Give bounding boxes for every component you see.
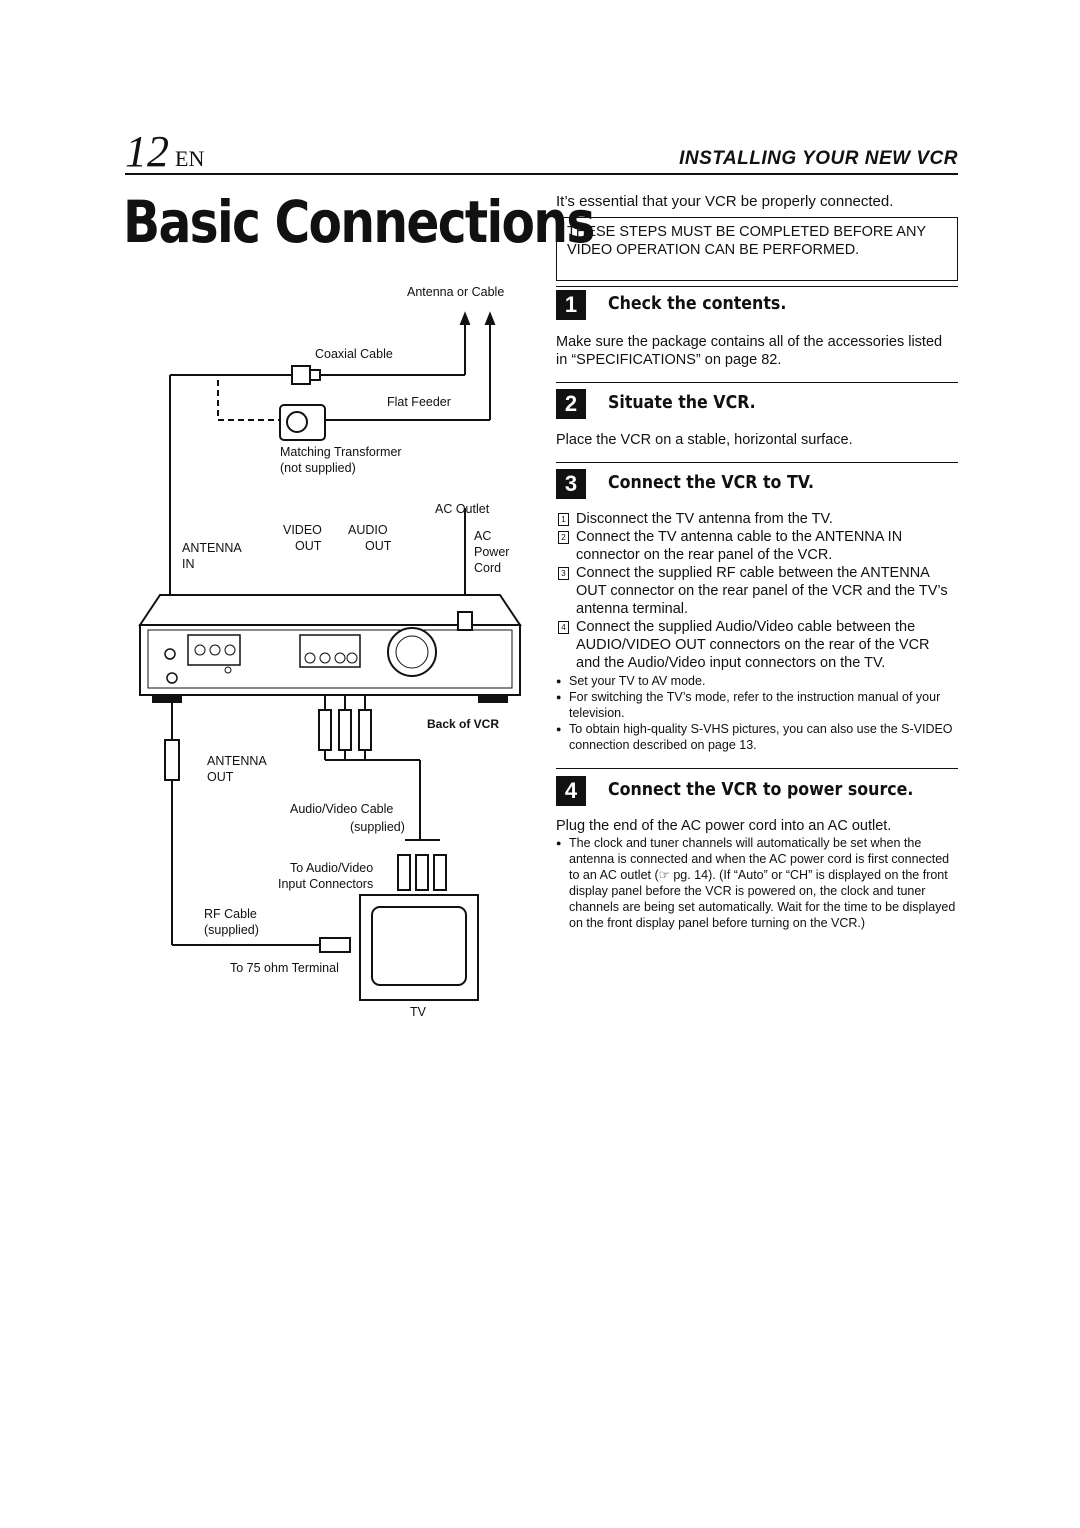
step-3-list [556, 510, 956, 753]
step-marker: 2 [558, 531, 569, 544]
list-item: 3 Connect the supplied RF cable between the ANTENNA OUT connector on the rear panel of the VCR and the TV’s antenna terminal. [556, 564, 956, 618]
label-antenna-in-2: IN [182, 557, 195, 571]
page-title: Basic Connections [123, 188, 594, 256]
label-tv: TV [410, 1005, 426, 1019]
label-audio: AUDIO [348, 523, 388, 537]
label-out-video: OUT [295, 539, 322, 553]
list-item: 4 Connect the supplied Audio/Video cable between the AUDIO/VIDEO OUT connectors on the rear of the VCR and the Audio/Video input connectors on the TV. [556, 618, 956, 672]
label-antenna-in: ANTENNA [182, 541, 242, 555]
step-marker: 1 [558, 513, 569, 526]
header-rule [125, 173, 958, 175]
label-antenna-out: ANTENNA [207, 754, 267, 768]
label-back-of-vcr: Back of VCR [427, 717, 500, 731]
note-bullet: ● Set your TV to AV mode. [556, 673, 956, 689]
step-rule [556, 768, 958, 769]
label-av-cable: Audio/Video Cable [290, 802, 394, 816]
label-ac: AC [474, 529, 492, 543]
connection-diagram [120, 280, 540, 1025]
step-marker: 3 [558, 567, 569, 580]
step-4-content [556, 817, 956, 931]
step-number: 4 [556, 776, 586, 806]
page-suffix: EN [175, 146, 205, 171]
step-rule [556, 286, 958, 287]
step-2-text: Place the VCR on a stable, horizontal surface. [556, 432, 853, 448]
note-bullet: ● The clock and tuner channels will automatically be set when the antenna is connected and when the AC power cord is first connected to an AC outlet (☞ pg. 14). (If “Auto” or “CH” is displayed on the front display panel before the VCR is powered on, the clock and tuner channels are being set automatically. Wait for the time to be displayed on the front display panel before turning on the VCR.) [556, 835, 956, 931]
intro-text: It’s essential that your VCR be properly connected. [556, 193, 894, 210]
label-video: VIDEO [283, 523, 322, 537]
step-number: 2 [556, 389, 586, 419]
step-rule [556, 462, 958, 463]
step-title: Situate the VCR. [608, 392, 756, 413]
diagram-lines [120, 280, 540, 1025]
step-marker: 4 [558, 621, 569, 634]
section-title: INSTALLING YOUR NEW VCR [679, 148, 958, 169]
label-flat-feeder: Flat Feeder [387, 395, 451, 409]
label-input-connectors: Input Connectors [278, 877, 374, 891]
note-bullet: ● For switching the TV’s mode, refer to the instruction manual of your television. [556, 689, 956, 721]
step-number: 3 [556, 469, 586, 499]
label-to-75-ohm: To 75 ohm Terminal [230, 961, 339, 975]
label-coaxial-cable: Coaxial Cable [315, 347, 393, 361]
label-supplied-av: (supplied) [350, 820, 405, 834]
label-antenna-or-cable: Antenna or Cable [407, 285, 505, 299]
step-title: Connect the VCR to power source. [608, 779, 914, 800]
step-4-text: Plug the end of the AC power cord into an AC outlet. [556, 818, 892, 834]
warning-box: THESE STEPS MUST BE COMPLETED BEFORE ANY VIDEO OPERATION CAN BE PERFORMED. [556, 217, 958, 281]
label-not-supplied: (not supplied) [280, 461, 356, 475]
step-title: Connect the VCR to TV. [608, 472, 815, 493]
label-out-audio: OUT [365, 539, 392, 553]
label-cord: Cord [474, 561, 502, 575]
list-item: 2 Connect the TV antenna cable to the ANTENNA IN connector on the rear panel of the VCR. [556, 528, 956, 564]
list-item: 1 Disconnect the TV antenna from the TV. [556, 510, 956, 528]
label-to-av: To Audio/Video [290, 861, 374, 875]
step-number: 1 [556, 290, 586, 320]
label-ac-outlet: AC Outlet [435, 502, 490, 516]
step-rule [556, 382, 958, 383]
step-title: Check the contents. [608, 293, 787, 314]
label-matching-transformer: Matching Transformer [280, 445, 402, 459]
label-antenna-out-2: OUT [207, 770, 234, 784]
label-power: Power [474, 545, 510, 559]
step-1-text: Make sure the package contains all of the accessories listed in “SPECIFICATIONS” on page 82. [556, 334, 943, 368]
page-number: 12 EN [125, 127, 205, 176]
label-supplied-rf: (supplied) [204, 923, 259, 937]
label-rf-cable: RF Cable [204, 907, 257, 921]
note-bullet: ● To obtain high-quality S-VHS pictures, you can also use the S-VIDEO connection described on page 13. [556, 721, 956, 753]
